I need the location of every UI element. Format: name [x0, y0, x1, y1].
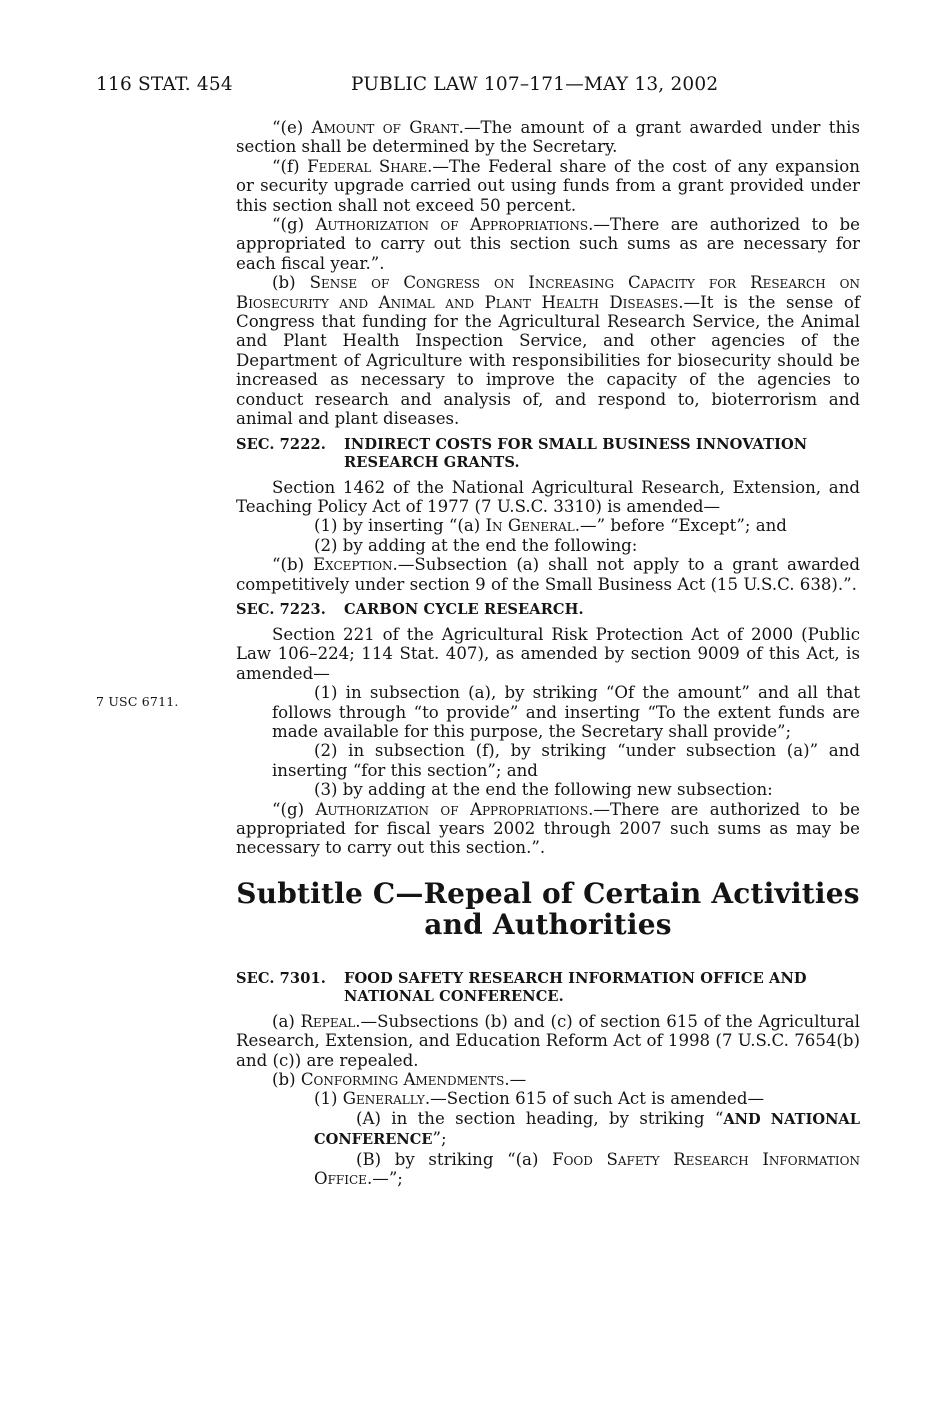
paragraph-open: “(e) — [272, 118, 312, 137]
stat-page-reference: 116 STAT. 454 — [96, 74, 233, 95]
section-7223-item-1: (1) in subsection (a), by striking “Of the amount” and all that follows through “to provide” and inserting “To the extent funds are made available for this purpose, the Secretary shall provide”; — [272, 683, 860, 741]
section-7223-item-3: (3) by adding at the end the following new subsection: — [314, 780, 773, 800]
paragraph-text: .—There are authorized to be appropriated to carry out this section such sums as are necessary for each fiscal year.”. — [236, 215, 860, 273]
subtitle-line-2: and Authorities — [424, 907, 672, 941]
section-number: SEC. 7301. — [236, 969, 326, 987]
paragraph-text: .—It is the sense of Congress that funding for the Agricultural Research Service, the Animal and Plant Health Inspection Service, and other agencies of the Department of Agriculture with responsibilities for biosecurity should be increased as necessary to improve the capacity of the agencies to conduct research and analysis of, and respond to, bioterrorism and animal and plant diseases. — [236, 292, 861, 429]
paragraph-text: .—Subsections (b) and (c) of section 615 of the Agricultural Research, Extension, and Education Reform Act of 1998 (7 U.S.C. 7654(b) and (c)) are repealed. — [236, 1011, 860, 1070]
running-title: PUBLIC LAW 107–171—MAY 13, 2002 — [351, 74, 719, 95]
paragraph-heading: Conforming Amendments — [300, 1070, 505, 1090]
paragraph-heading: Sense of Congress on Increasing Capacity for Research on Biosecurity and Animal and Plant Health Diseases — [236, 273, 860, 312]
quote-heading: Authorization of Appropriations — [315, 799, 589, 819]
section-number: SEC. 7223. — [236, 600, 326, 618]
paragraph-text: .—Section 615 of such Act is amended— — [424, 1089, 765, 1109]
section-heading-7223 — [236, 601, 860, 619]
section-7223-item-2: (2) in subsection (f), by striking “under subsection (a)” and inserting “for this section”; and — [272, 741, 860, 780]
quote-open: “(b) — [272, 555, 313, 575]
item-text-end: .—”; — [366, 1169, 403, 1189]
section-heading-7222 — [236, 436, 860, 472]
section-title-continued: NATIONAL CONFERENCE. — [344, 987, 564, 1005]
item-heading: In General — [485, 516, 575, 536]
paragraph-text: .—The amount of a grant awarded under this section shall be determined by the Secretary. — [236, 118, 860, 157]
paragraph-e — [236, 118, 860, 157]
section-7223-quoted-subsection — [236, 800, 860, 858]
quote-text: .—Subsection (a) shall not apply to a grant awarded competitively under section 9 of the Small Business Act (15 U.S.C. 638).”. — [236, 555, 860, 594]
section-title-continued: RESEARCH GRANTS. — [344, 453, 520, 471]
item-text: (B) by striking “(a) — [356, 1149, 553, 1169]
paragraph-heading: Generally — [342, 1089, 425, 1109]
item-text: (1) by inserting “(a) — [314, 516, 486, 536]
section-title: INDIRECT COSTS FOR SMALL BUSINESS INNOVATION — [344, 435, 808, 453]
section-7223-intro: Section 221 of the Agricultural Risk Protection Act of 2000 (Public Law 106–224; 114 Stat. 407), as amended by section 9009 of this Act, is amended— — [236, 624, 860, 683]
quote-open: “(g) — [272, 799, 316, 819]
paragraph-open: (a) — [272, 1011, 301, 1031]
section-7222-item-2: (2) by adding at the end the following: — [314, 535, 638, 555]
paragraph-open: “(f) — [272, 156, 308, 176]
paragraph-g — [236, 215, 860, 273]
section-7222-intro: Section 1462 of the National Agricultural Research, Extension, and Teaching Policy Act of 1977 (7 U.S.C. 3310) is amended— — [236, 477, 860, 516]
item-text: (A) in the section heading, by striking “ — [356, 1108, 724, 1128]
subtitle-heading — [236, 878, 860, 940]
section-7301-a-repeal — [236, 1012, 860, 1070]
paragraph-heading: Repeal — [300, 1011, 356, 1031]
item-bold-text: AND NATIONAL CONFERENCE — [314, 1110, 860, 1149]
subtitle-line-1: Subtitle C—Repeal of Certain Activities — [236, 876, 860, 910]
paragraph-b-sense-of-congress — [236, 273, 860, 428]
section-7301-b-1 — [236, 1089, 860, 1108]
paragraph-open: (b) — [272, 273, 310, 293]
paragraph-heading: Amount of Grant — [311, 118, 459, 137]
item-text-end: ”; — [432, 1129, 447, 1149]
paragraph-text: .— — [504, 1070, 527, 1090]
section-7222-item-1 — [236, 516, 860, 535]
section-7301-b-conforming — [236, 1070, 860, 1089]
document-body — [236, 118, 860, 1188]
section-7301-b-1-B — [236, 1150, 860, 1189]
quote-text: .—There are authorized to be appropriated for fiscal years 2002 through 2007 such sums as may be necessary to carry out this section.”. — [236, 799, 860, 858]
section-7222-quoted-subsection — [236, 555, 860, 594]
quote-heading: Exception — [313, 555, 393, 575]
paragraph-open: “(g) — [272, 215, 316, 235]
section-title: FOOD SAFETY RESEARCH INFORMATION OFFICE AND — [344, 969, 807, 987]
paragraph-heading: Authorization of Appropriations — [315, 215, 589, 235]
section-7301-b-1-A — [236, 1109, 860, 1150]
paragraph-open: (b) — [272, 1070, 301, 1090]
item-text-end: .—” before “Except”; and — [574, 516, 787, 536]
section-title: CARBON CYCLE RESEARCH. — [344, 600, 584, 618]
section-number: SEC. 7222. — [236, 435, 326, 453]
item-heading: Food Safety Research Information Office — [314, 1149, 861, 1189]
paragraph-f — [236, 157, 860, 215]
paragraph-heading: Federal Share — [307, 156, 428, 176]
paragraph-text: .—The Federal share of the cost of any expansion or security upgrade carried out using funds from a grant provided under this section shall not exceed 50 percent. — [236, 156, 860, 215]
margin-citation: 7 USC 6711. — [96, 694, 179, 709]
section-heading-7301 — [236, 970, 860, 1006]
paragraph-open: (1) — [314, 1089, 343, 1109]
